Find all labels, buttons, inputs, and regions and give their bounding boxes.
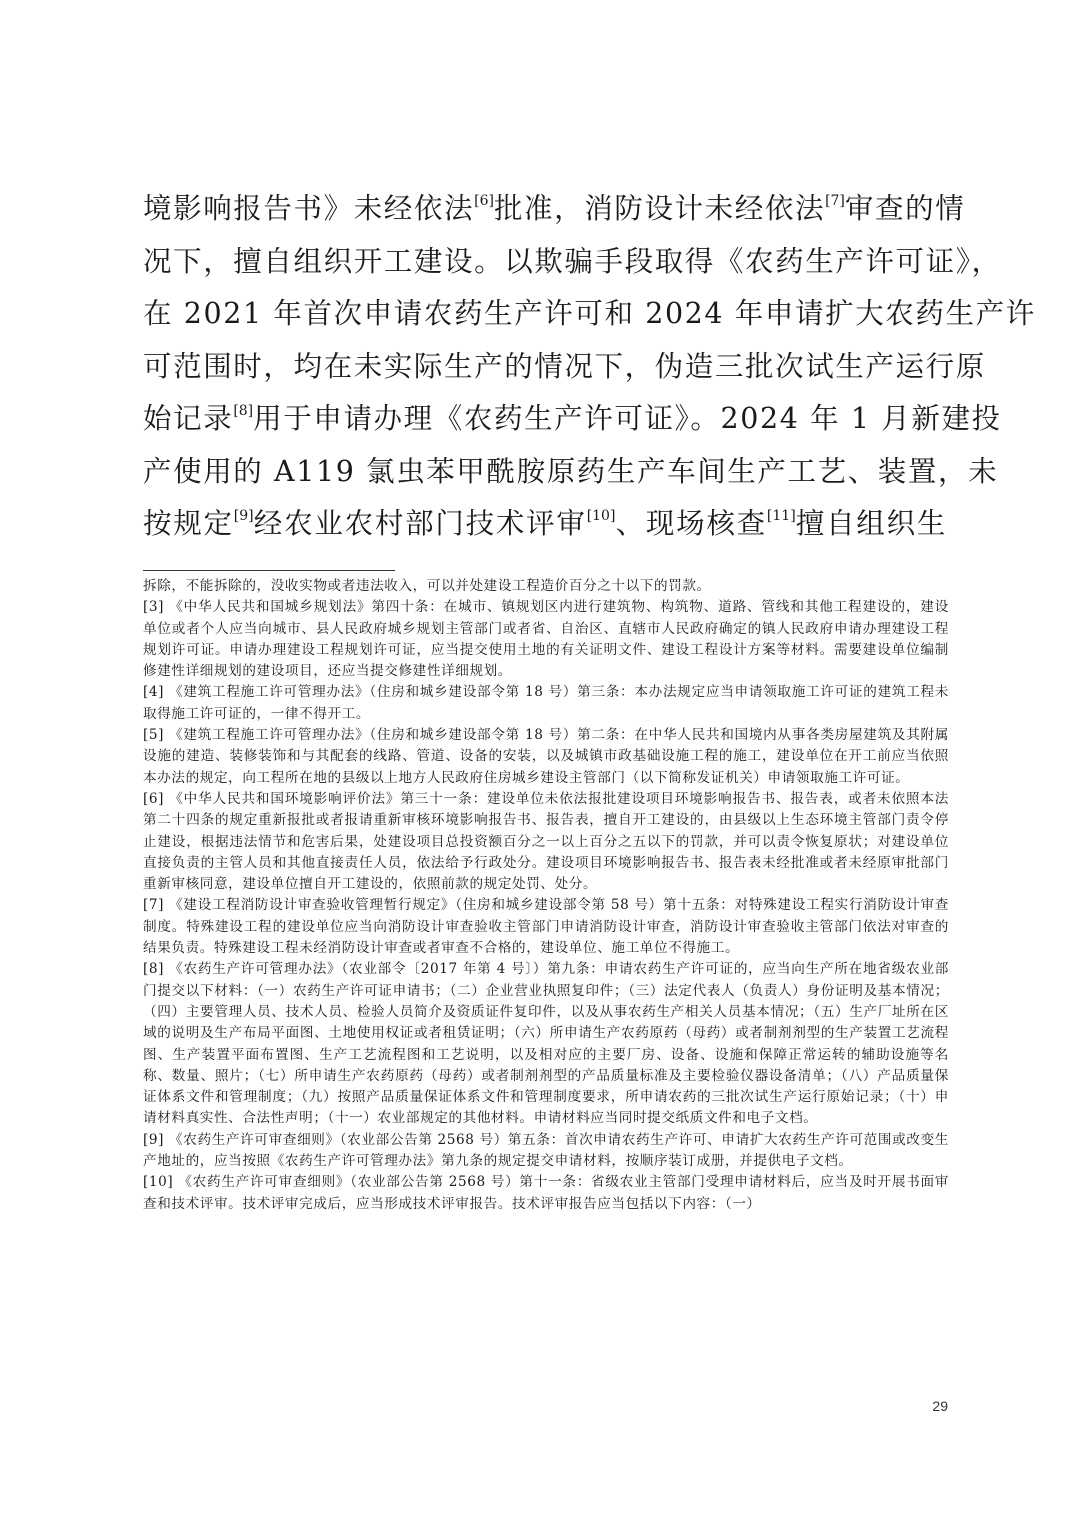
body-line: 境影响报告书》未经依法[6]批准，消防设计未经依法[7]审查的情 xyxy=(143,192,966,225)
footnote-5: [5] 《建筑工程施工许可管理办法》（住房和城乡建设部令第 18 号）第二条：在中华人民共和国境内从事各类房屋建筑及其附属设施的建造、装修装饰和与其配套的线路、管道、设备的安装，以及城镇市政基础设施工程的施工，建设单位在开工前应当依照本办法的规定，向工程所在地的县级以上地方人民政府住房城乡建设主管部门（以下简称发证机关）申请领取施工许可证。 xyxy=(143,727,949,786)
footnote-10: [10] 《农药生产许可审查细则》（农业部公告第 2568 号）第十一条：省级农业主管部门受理申请材料后，应当及时开展书面审查和技术评审。技术评审完成后，应当形成技术评审报告。技术评审报告应当包括以下内容：（一） xyxy=(143,1174,949,1212)
footnote-4: [4] 《建筑工程施工许可管理办法》（住房和城乡建设部令第 18 号）第三条：本办法规定应当申请领取施工许可证的建筑工程未取得施工许可证的，一律不得开工。 xyxy=(143,684,949,722)
footnote-separator xyxy=(143,570,395,571)
footnote-ref[interactable]: [9] xyxy=(233,508,254,524)
page-number: 29 xyxy=(932,1398,948,1414)
footnotes xyxy=(143,576,949,1215)
footnote-ref[interactable]: [8] xyxy=(233,403,254,419)
footnote-ref[interactable]: [11] xyxy=(766,508,796,524)
footnote-3: [3] 《中华人民共和国城乡规划法》第四十条：在城市、镇规划区内进行建筑物、构筑物、道路、管线和其他工程建设的，建设单位或者个人应当向城市、县人民政府城乡规划主管部门或者省、自治区、直辖市人民政府确定的镇人民政府申请办理建设工程规划许可证。申请办理建设工程规划许可证，应当提交使用土地的有关证明文件、建设工程设计方案等材料。需要建设单位编制修建性详细规划的建设项目，还应当提交修建性详细规划。 xyxy=(143,599,949,680)
footnote-9: [9] 《农药生产许可审查细则》（农业部公告第 2568 号）第五条：首次申请农药生产许可、申请扩大农药生产许可范围或改变生产地址的，应当按照《农药生产许可管理办法》第九条的规定提交申请材料，按顺序装订成册，并提供电子文档。 xyxy=(143,1131,949,1170)
body-paragraph xyxy=(143,183,1036,551)
footnote-ref[interactable]: [10] xyxy=(586,508,616,524)
body-line: 在 2021 年首次申请农药生产许可和 2024 年申请扩大农药生产许 xyxy=(143,297,1036,330)
body-line: 按规定[9]经农业农村部门技术评审[10]、现场核查[11]擅自组织生 xyxy=(143,507,947,540)
footnote-6: [6] 《中华人民共和国环境影响评价法》第三十一条：建设单位未依法报批建设项目环境影响报告书、报告表，或者未依照本法第二十四条的规定重新报批或者报请重新审核环境影响报告书、报告表，擅自开工建设的，由县级以上生态环境主管部门责令停止建设，根据违法情节和危害后果，处建设项目总投资额百分之一以上百分之五以下的罚款，并可以责令恢复原状；对建设单位直接负责的主管人员和其他直接责任人员，依法给予行政处分。建设项目环境影响报告书、报告表未经批准或者未经原审批部门重新审核同意，建设单位擅自开工建设的，依照前款的规定处罚、处分。 xyxy=(143,790,949,893)
body-line: 可范围时，均在未实际生产的情况下，伪造三批次试生产运行原 xyxy=(143,349,986,383)
body-line: 况下，擅自组织开工建设。以欺骗手段取得《农药生产许可证》， xyxy=(143,244,1002,278)
body-line: 产使用的 A119 氯虫苯甲酰胺原药生产车间生产工艺、装置，未 xyxy=(143,454,999,488)
footnote-ref[interactable]: [6] xyxy=(474,193,494,209)
footnote-continuation: 拆除，不能拆除的，没收实物或者违法收入，可以并处建设工程造价百分之十以下的罚款。 xyxy=(143,578,711,594)
footnote-ref[interactable]: [7] xyxy=(825,193,845,209)
footnote-7: [7] 《建设工程消防设计审查验收管理暂行规定》（住房和城乡建设部令第 58 号）第十五条：对特殊建设工程实行消防设计审查制度。特殊建设工程的建设单位应当向消防设计审查验收主管部门申请消防设计审查，消防设计审查验收主管部门依法对审查的结果负责。特殊建设工程未经消防设计审查或者审查不合格的，建设单位、施工单位不得施工。 xyxy=(143,897,949,957)
footnote-8: [8] 《农药生产许可管理办法》（农业部令〔2017 年第 4 号〕）第九条：申请农药生产许可证的，应当向生产所在地省级农业部门提交以下材料：（一）农药生产许可证申请书；（二）企业营业执照复印件；（三）法定代表人（负责人）身份证明及基本情况；（四）主要管理人员、技术人员、检验人员简介及资质证件复印件，以及从事农药生产相关人员基本情况；（五）生产厂址所在区域的说明及生产布局平面图、土地使用权证或者租赁证明；（六）所申请生产农药原药（母药）或者制剂剂型的生产装置工艺流程图、生产装置平面布置图、生产工艺流程图和工艺说明，以及相对应的主要厂房、设备、设施和保障正常运转的辅助设施等名称、数量、照片；（七）所申请生产农药原药（母药）或者制剂剂型的产品质量标准及主要检验仪器设备清单；（八）产品质量保证体系文件和管理制度；（九）按照产品质量保证体系文件和管理制度要求，所申请农药的三批次试生产运行原始记录；（十）申请材料真实性、合法性声明；（十一）农业部规定的其他材料。申请材料应当同时提交纸质文件和电子文档。 xyxy=(143,961,949,1127)
body-line: 始记录[8]用于申请办理《农药生产许可证》。2024 年 1 月新建投 xyxy=(143,402,1002,435)
